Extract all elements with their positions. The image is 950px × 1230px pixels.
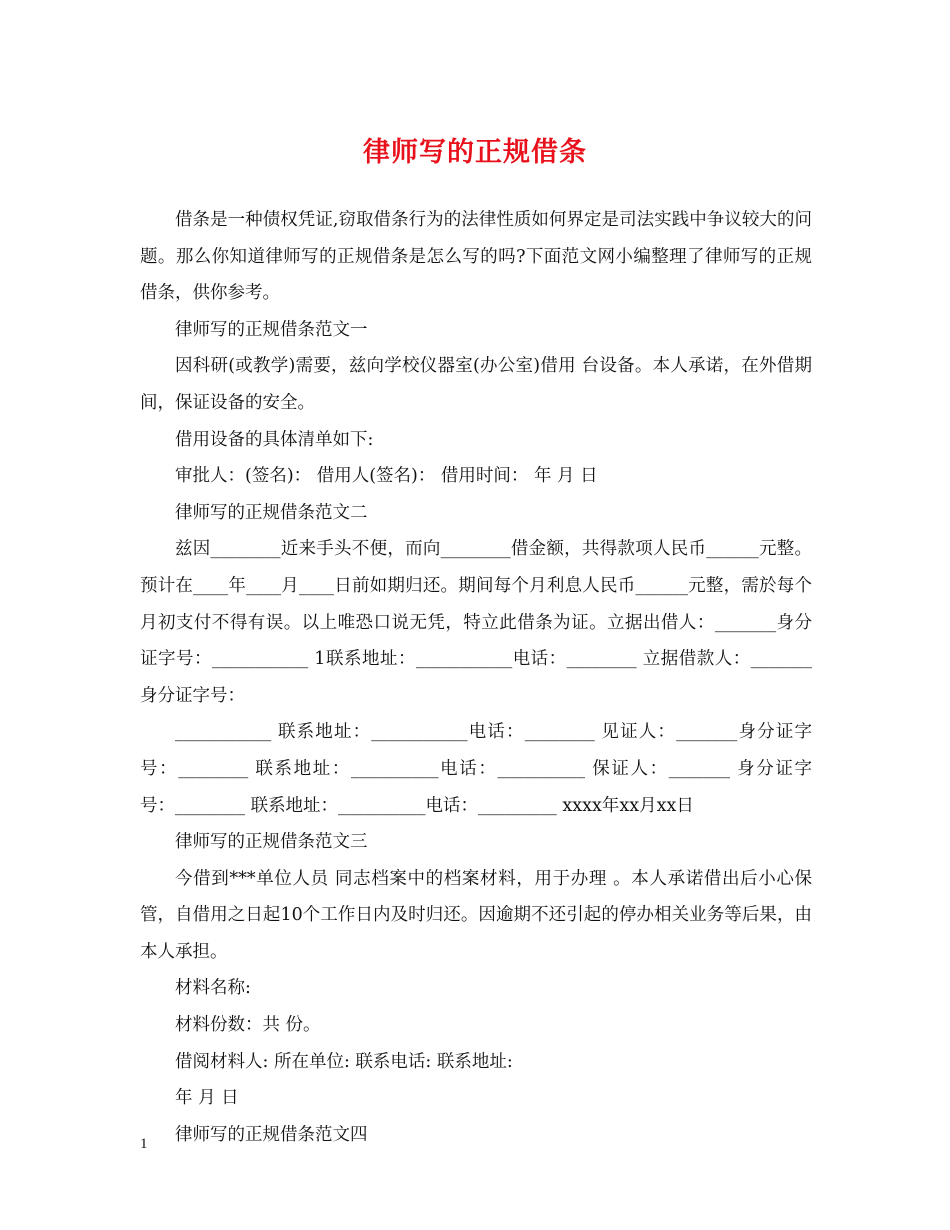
document-body	[140, 202, 812, 1153]
sample-1-paragraph: 因科研(或教学)需要，兹向学校仪器室(办公室)借用 台设备。本人承诺，在外借期间，保证设备的安全。	[140, 356, 812, 413]
sample-1-list-intro: 借用设备的具体清单如下:	[175, 429, 374, 450]
material-name-line: 材料名称:	[175, 978, 251, 999]
sample-2-parties-paragraph: ___________ 联系地址：___________电话：________ 见证人：_______身分证字号：________ 联系地址：__________电话：__________ 保证人：_______ 身分证字号：________ 联系地址：__________电话：_________ xxxx年xx月xx日	[140, 722, 812, 816]
document-title: 律师写的正规借条	[363, 137, 587, 168]
material-count-line: 材料份数：共 份。	[175, 1015, 321, 1036]
section-heading-sample-2: 律师写的正规借条范文二	[175, 502, 368, 523]
date-line: 年 月 日	[175, 1088, 239, 1109]
intro-paragraph: 借条是一种债权凭证,窃取借条行为的法律性质如何界定是司法实践中争议较大的问题。那么你知道律师写的正规借条是怎么写的吗?下面范文网小编整理了律师写的正规借条，供你参考。	[140, 210, 812, 304]
section-heading-sample-3: 律师写的正规借条范文三	[175, 832, 368, 853]
sample-2-paragraph: 兹因________近来手头不便，而向________借金额，共得款项人民币______元整。预计在____年____月____日前如期归还。期间每个月利息人民币______元整，需於每个月初支付不得有误。以上唯恐口说无凭，特立此借条为证。立据出借人：_______身分证字号：___________ 1联系地址：___________电话：________ 立据借款人：_______身分证字号：	[140, 539, 812, 706]
sample-3-paragraph: 今借到***单位人员 同志档案中的档案材料，用于办理 。本人承诺借出后小心保管，自借用之日起10个工作日内及时归还。因逾期不还引起的停办相关业务等后果，由本人承担。	[140, 868, 812, 962]
sample-1-signature-line: 审批人：(签名)： 借用人(签名)： 借用时间： 年 月 日	[175, 466, 598, 487]
section-heading-sample-4: 律师写的正规借条范文四	[175, 1124, 368, 1145]
section-heading-sample-1: 律师写的正规借条范文一	[175, 319, 368, 340]
borrower-info-line: 借阅材料人: 所在单位: 联系电话: 联系地址:	[175, 1051, 513, 1072]
page-number: 1	[140, 1136, 148, 1152]
